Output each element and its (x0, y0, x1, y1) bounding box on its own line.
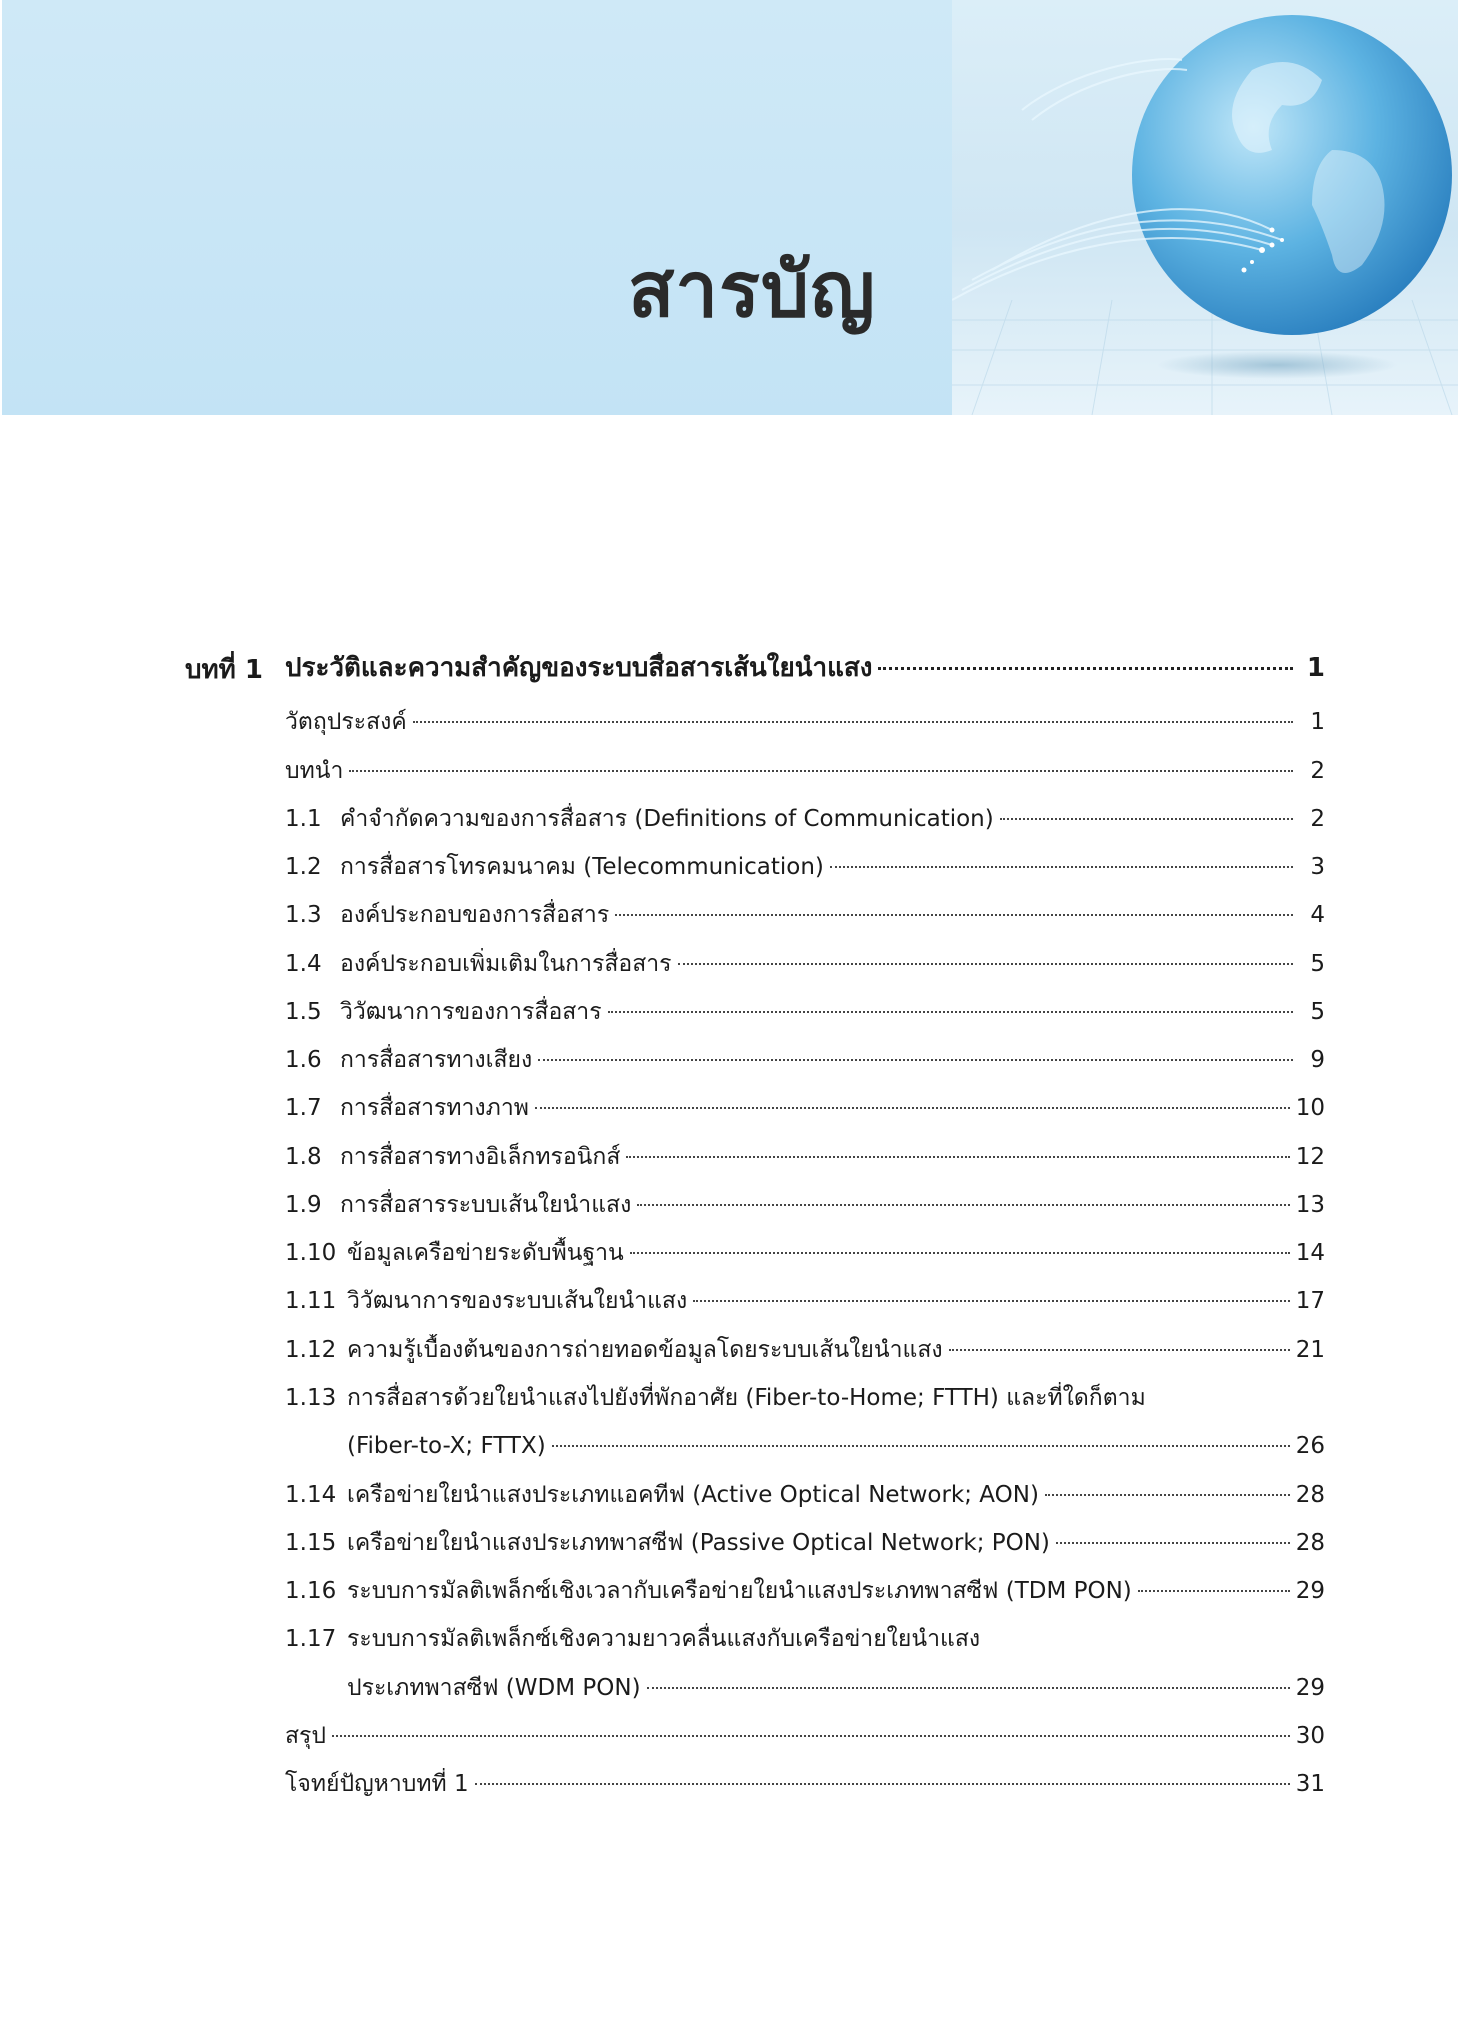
list-item-continuation (347, 1672, 1325, 1704)
entry-page: 2 (1310, 806, 1325, 832)
entry-number: 1.1 (285, 806, 322, 832)
list-item (285, 1575, 1325, 1607)
list-item (285, 899, 1325, 931)
chapter-title: ประวัติและความสำคัญของระบบสื่อสารเส้นใยนำแสง (285, 653, 873, 683)
leader-dots (1138, 1590, 1290, 1592)
entry-number: 1.12 (285, 1337, 337, 1363)
entry-page: 31 (1295, 1771, 1325, 1797)
list-item (285, 1623, 1325, 1655)
list-item (285, 706, 1325, 738)
entry-number: 1.6 (285, 1047, 322, 1073)
leader-dots (830, 866, 1293, 868)
entry-page: 4 (1310, 902, 1325, 928)
leader-dots (615, 914, 1293, 916)
leader-dots (678, 963, 1293, 965)
entry-title: ระบบการมัลติเพล็กซ์เชิงความยาวคลื่นแสงกับเครือข่ายใยนำแสง (347, 1626, 981, 1652)
list-item (285, 1334, 1325, 1366)
entry-page: 9 (1310, 1047, 1325, 1073)
entry-number: 1.9 (285, 1192, 322, 1218)
list-item (285, 1237, 1325, 1269)
entry-title: องค์ประกอบของการสื่อสาร (340, 902, 610, 928)
leader-dots (1000, 818, 1293, 820)
entry-title: การสื่อสารด้วยใยนำแสงไปยังที่พักอาศัย (Fiber-to-Home; FTTH) และที่ใดก็ตาม (347, 1385, 1146, 1411)
entry-number: 1.5 (285, 999, 322, 1025)
entry-title: การสื่อสารโทรคมนาคม (Telecommunication) (340, 854, 824, 880)
list-item (285, 755, 1325, 787)
entry-number: 1.16 (285, 1578, 337, 1604)
entry-title: เครือข่ายใยนำแสงประเภทแอคทีฟ (Active Optical Network; AON) (347, 1482, 1039, 1508)
list-item (285, 803, 1325, 835)
list-item (285, 996, 1325, 1028)
entry-title: วัตถุประสงค์ (285, 709, 407, 735)
chapter-label: บทที่ 1 (185, 655, 263, 685)
entry-page: 21 (1295, 1337, 1325, 1363)
list-item (285, 1044, 1325, 1076)
list-item (285, 1527, 1325, 1559)
chapter-entry (285, 652, 1325, 684)
entry-title: องค์ประกอบเพิ่มเติมในการสื่อสาร (340, 951, 672, 977)
entry-page: 2 (1310, 758, 1325, 784)
entry-number: 1.7 (285, 1095, 322, 1121)
entry-page: 1 (1310, 709, 1325, 735)
list-item (285, 1479, 1325, 1511)
entry-page: 5 (1310, 951, 1325, 977)
entry-title: การสื่อสารทางอิเล็กทรอนิกส์ (340, 1144, 621, 1170)
entry-number: 1.4 (285, 951, 322, 977)
list-item-continuation (347, 1430, 1325, 1462)
leader-dots (693, 1300, 1290, 1302)
entry-page: 3 (1310, 854, 1325, 880)
list-item (285, 1382, 1325, 1414)
entry-page: 12 (1295, 1144, 1325, 1170)
leader-dots (630, 1252, 1290, 1254)
entry-title: ประเภทพาสซีฟ (WDM PON) (347, 1675, 641, 1701)
leader-dots (475, 1783, 1290, 1785)
entry-title: เครือข่ายใยนำแสงประเภทพาสซีฟ (Passive Optical Network; PON) (347, 1530, 1050, 1556)
list-item (285, 1189, 1325, 1221)
entry-page: 29 (1295, 1578, 1325, 1604)
entry-page: 13 (1295, 1192, 1325, 1218)
entry-page: 5 (1310, 999, 1325, 1025)
leader-dots (535, 1107, 1290, 1109)
entry-page: 29 (1295, 1675, 1325, 1701)
leader-dots (349, 770, 1293, 772)
leader-dots (647, 1687, 1290, 1689)
entry-page: 30 (1295, 1723, 1325, 1749)
entry-number: 1.13 (285, 1385, 337, 1411)
leader-dots (332, 1735, 1290, 1737)
chapter-page: 1 (1306, 653, 1325, 683)
entry-number: 1.8 (285, 1144, 322, 1170)
page-title: สารบัญ (628, 245, 876, 334)
entry-number: 1.14 (285, 1482, 337, 1508)
entry-number: 1.11 (285, 1288, 337, 1314)
list-item (285, 1092, 1325, 1124)
leader-dots (552, 1445, 1290, 1447)
entry-number: 1.10 (285, 1240, 337, 1266)
entry-number: 1.2 (285, 854, 322, 880)
entry-number: 1.17 (285, 1626, 337, 1652)
entry-title: ข้อมูลเครือข่ายระดับพื้นฐาน (347, 1240, 624, 1266)
leader-dots (878, 667, 1293, 670)
list-item (285, 948, 1325, 980)
entry-title: คำจำกัดความของการสื่อสาร (Definitions of Communication) (340, 806, 994, 832)
entry-page: 26 (1295, 1433, 1325, 1459)
entry-title: วิวัฒนาการของระบบเส้นใยนำแสง (347, 1288, 688, 1314)
leader-dots (608, 1011, 1293, 1013)
leader-dots (1045, 1494, 1290, 1496)
entry-title: การสื่อสารระบบเส้นใยนำแสง (340, 1192, 632, 1218)
leader-dots (626, 1156, 1289, 1158)
leader-dots (949, 1349, 1290, 1351)
entry-title: วิวัฒนาการของการสื่อสาร (340, 999, 602, 1025)
list-item (285, 1141, 1325, 1173)
list-item (285, 1285, 1325, 1317)
leader-dots (1056, 1542, 1290, 1544)
entry-title: ระบบการมัลติเพล็กซ์เชิงเวลากับเครือข่ายใยนำแสงประเภทพาสซีฟ (TDM PON) (347, 1578, 1132, 1604)
entry-page: 28 (1295, 1482, 1325, 1508)
list-item (285, 1720, 1325, 1752)
entry-page: 14 (1295, 1240, 1325, 1266)
entry-title: (Fiber-to-X; FTTX) (347, 1433, 546, 1459)
leader-dots (413, 721, 1293, 723)
list-item (285, 1768, 1325, 1800)
entry-title: บทนำ (285, 758, 344, 784)
entry-title: สรุป (285, 1723, 326, 1749)
leader-dots (637, 1204, 1289, 1206)
entry-number: 1.15 (285, 1530, 337, 1556)
entry-title: ความรู้เบื้องต้นของการถ่ายทอดข้อมูลโดยระบบเส้นใยนำแสง (347, 1337, 943, 1363)
entry-number: 1.3 (285, 902, 322, 928)
entry-page: 17 (1295, 1288, 1325, 1314)
entry-title: การสื่อสารทางภาพ (340, 1095, 529, 1121)
entry-page: 10 (1295, 1095, 1325, 1121)
entry-title: การสื่อสารทางเสียง (340, 1047, 533, 1073)
entry-page: 28 (1295, 1530, 1325, 1556)
entry-title: โจทย์ปัญหาบทที่ 1 (285, 1771, 469, 1797)
list-item (285, 851, 1325, 883)
leader-dots (538, 1059, 1293, 1061)
